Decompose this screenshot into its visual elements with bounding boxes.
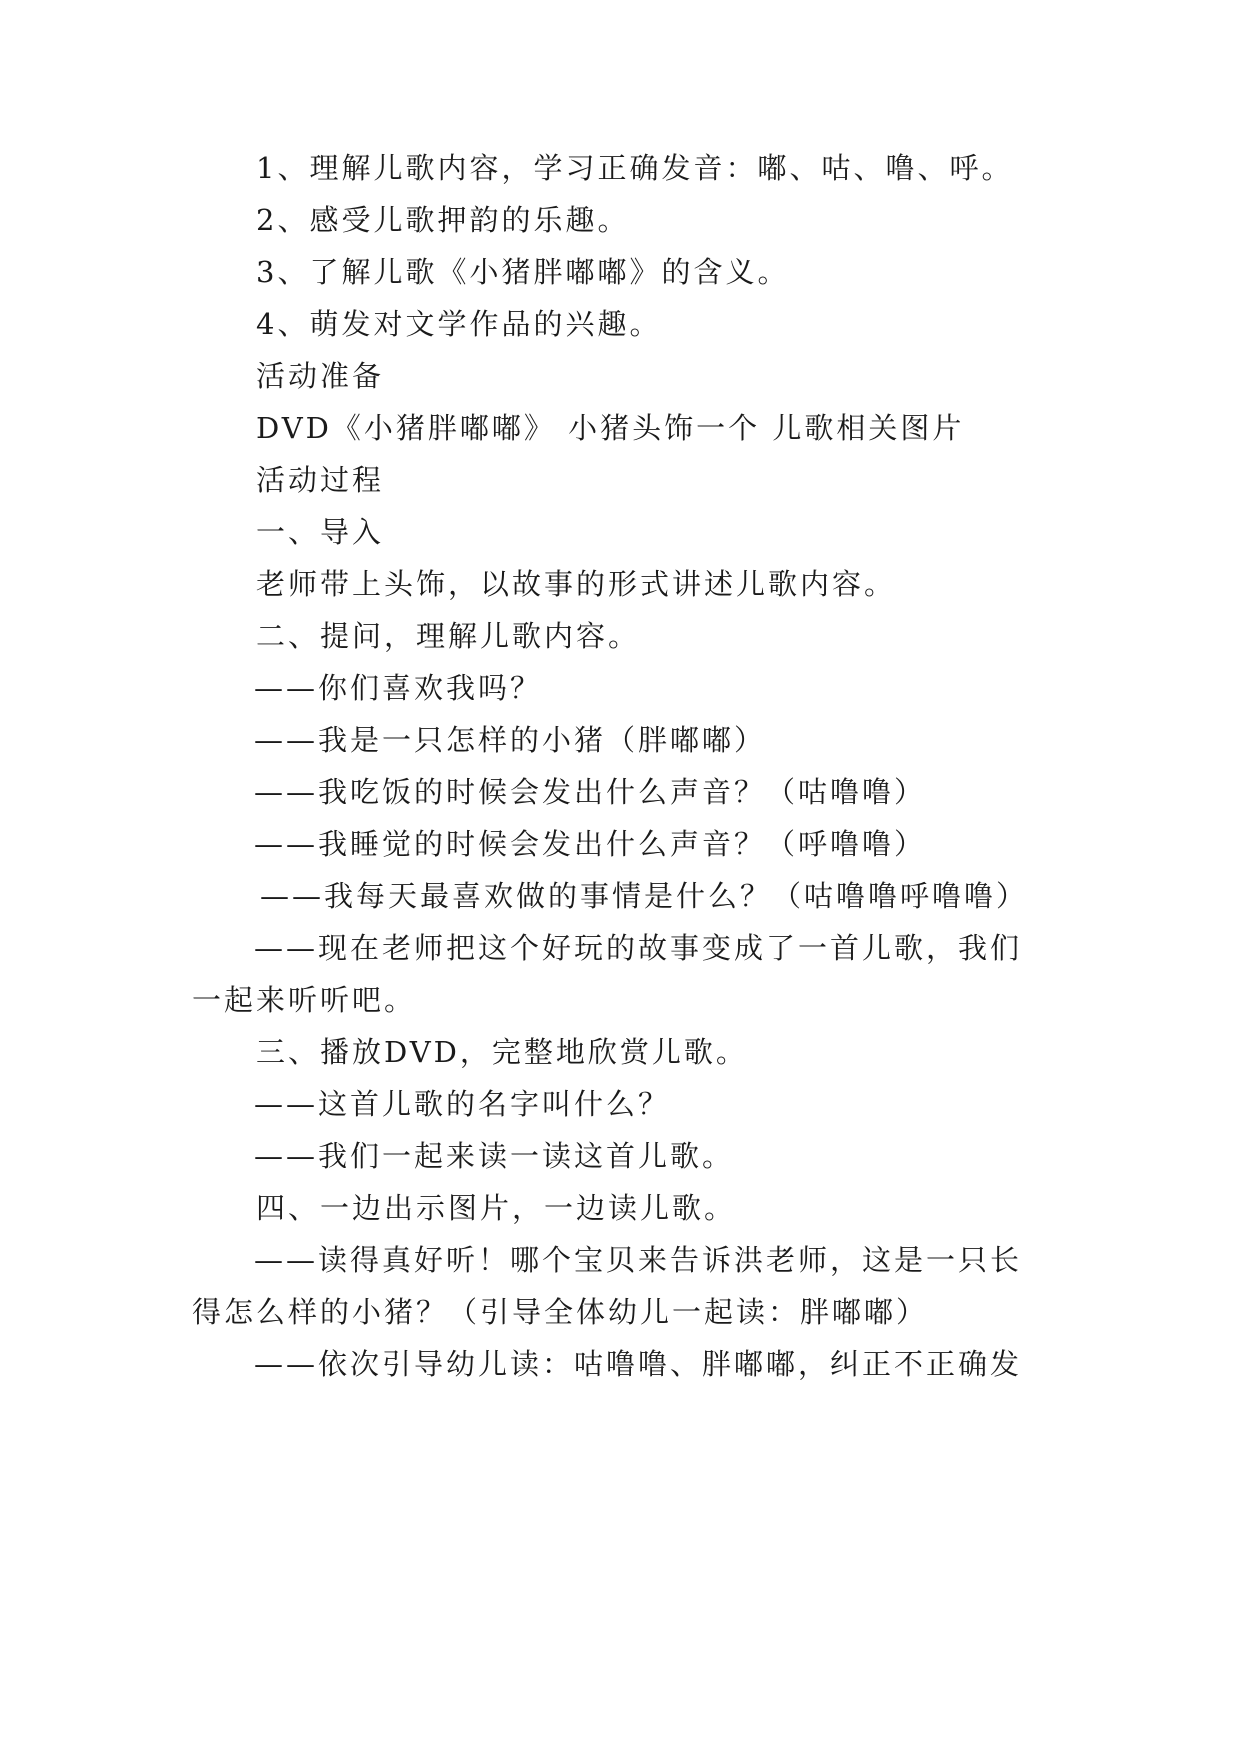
question-line: ——依次引导幼儿读：咕噜噜、胖嘟嘟，纠正不正确发: [254, 1347, 1023, 1381]
question-line: ——现在老师把这个好玩的故事变成了一首儿歌，我们: [254, 931, 1023, 965]
goal-2: 2、感受儿歌押韵的乐趣。: [256, 203, 630, 237]
question-line: ——读得真好听！哪个宝贝来告诉洪老师，这是一只长: [254, 1243, 1023, 1277]
question-line: ——我吃饭的时候会发出什么声音？（咕噜噜）: [254, 775, 927, 809]
question-line-continued: 得怎么样的小猪？（引导全体幼儿一起读：胖嘟嘟）: [192, 1295, 929, 1329]
goal-1: 1、理解儿歌内容，学习正确发音：嘟、咕、噜、呼。: [256, 151, 1014, 185]
question-line: ——这首儿歌的名字叫什么？: [254, 1087, 671, 1121]
question-line: ——我每天最喜欢做的事情是什么？（咕噜噜呼噜噜）: [260, 879, 1029, 913]
step-4-heading: 四、一边出示图片，一边读儿歌。: [256, 1191, 737, 1225]
section-heading-process: 活动过程: [256, 463, 385, 497]
goal-4: 4、萌发对文学作品的兴趣。: [256, 307, 662, 341]
question-line: ——我睡觉的时候会发出什么声音？（呼噜噜）: [254, 827, 927, 861]
step-1-text: 老师带上头饰，以故事的形式讲述儿歌内容。: [256, 567, 897, 601]
step-2-heading: 二、提问，理解儿歌内容。: [256, 619, 641, 653]
question-line: ——我们一起来读一读这首儿歌。: [254, 1139, 735, 1173]
goal-3: 3、了解儿歌《小猪胖嘟嘟》的含义。: [256, 255, 790, 289]
prep-materials: DVD《小猪胖嘟嘟》 小猪头饰一个 儿歌相关图片: [256, 411, 965, 445]
step-1-heading: 一、导入: [256, 515, 385, 549]
section-heading-prep: 活动准备: [256, 359, 385, 393]
question-line-continued: 一起来听听吧。: [192, 983, 417, 1017]
question-line: ——你们喜欢我吗？: [254, 671, 543, 705]
step-3-heading: 三、播放DVD，完整地欣赏儿歌。: [256, 1035, 748, 1069]
question-line: ——我是一只怎样的小猪（胖嘟嘟）: [254, 723, 767, 757]
